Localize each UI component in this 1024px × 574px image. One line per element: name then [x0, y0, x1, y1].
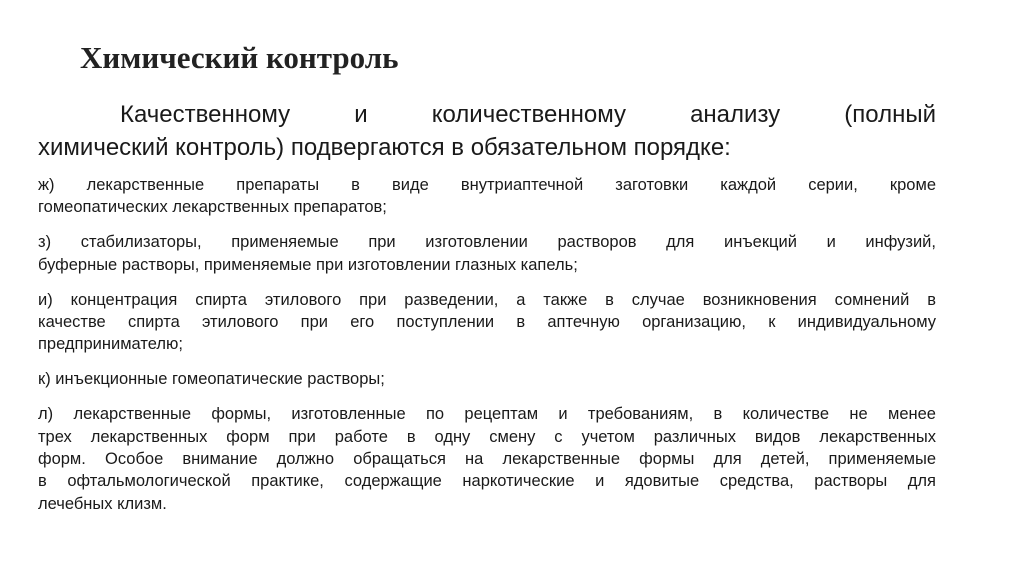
slide-title: Химический контроль: [80, 40, 399, 75]
list-item-i: [38, 289, 936, 356]
intro-line: химический контроль) подвергаются в обязательном порядке:: [38, 134, 731, 161]
item-line: качестве спирта этилового при его поступлении в аптечную организацию, к индивидуальному: [38, 313, 936, 332]
list-item-z: [38, 231, 936, 276]
list-item-zh: [38, 174, 936, 219]
intro-line: Качественному и количественному анализу (полный: [120, 101, 936, 128]
item-line: л) лекарственные формы, изготовленные по рецептам и требованиям, в количестве не менее: [38, 405, 936, 424]
item-line: и) концентрация спирта этилового при разведении, а также в случае возникновения сомнений в: [38, 290, 936, 309]
item-line: гомеопатических лекарственных препаратов;: [38, 198, 387, 217]
list-item-k: [38, 368, 936, 390]
intro-paragraph: [38, 98, 936, 164]
items-list: [38, 174, 936, 528]
item-line: предпринимателю;: [38, 335, 183, 354]
item-line: буферные растворы, применяемые при изготовлении глазных капель;: [38, 255, 578, 274]
item-line: лечебных клизм.: [38, 494, 167, 513]
item-line: ж) лекарственные препараты в виде внутриаптечной заготовки каждой серии, кроме: [38, 176, 936, 194]
item-line: в офтальмологической практике, содержащие наркотические и ядовитые средства, растворы для: [38, 472, 936, 491]
item-line: з) стабилизаторы, применяемые при изготовлении растворов для инъекций и инфузий,: [38, 233, 936, 252]
item-line: форм. Особое внимание должно обращаться на лекарственные формы для детей, применяемые: [38, 450, 936, 469]
item-line: трех лекарственных форм при работе в одну смену с учетом различных видов лекарственных: [38, 427, 936, 446]
list-item-l: [38, 403, 936, 515]
item-line: к) инъекционные гомеопатические растворы;: [38, 370, 385, 389]
